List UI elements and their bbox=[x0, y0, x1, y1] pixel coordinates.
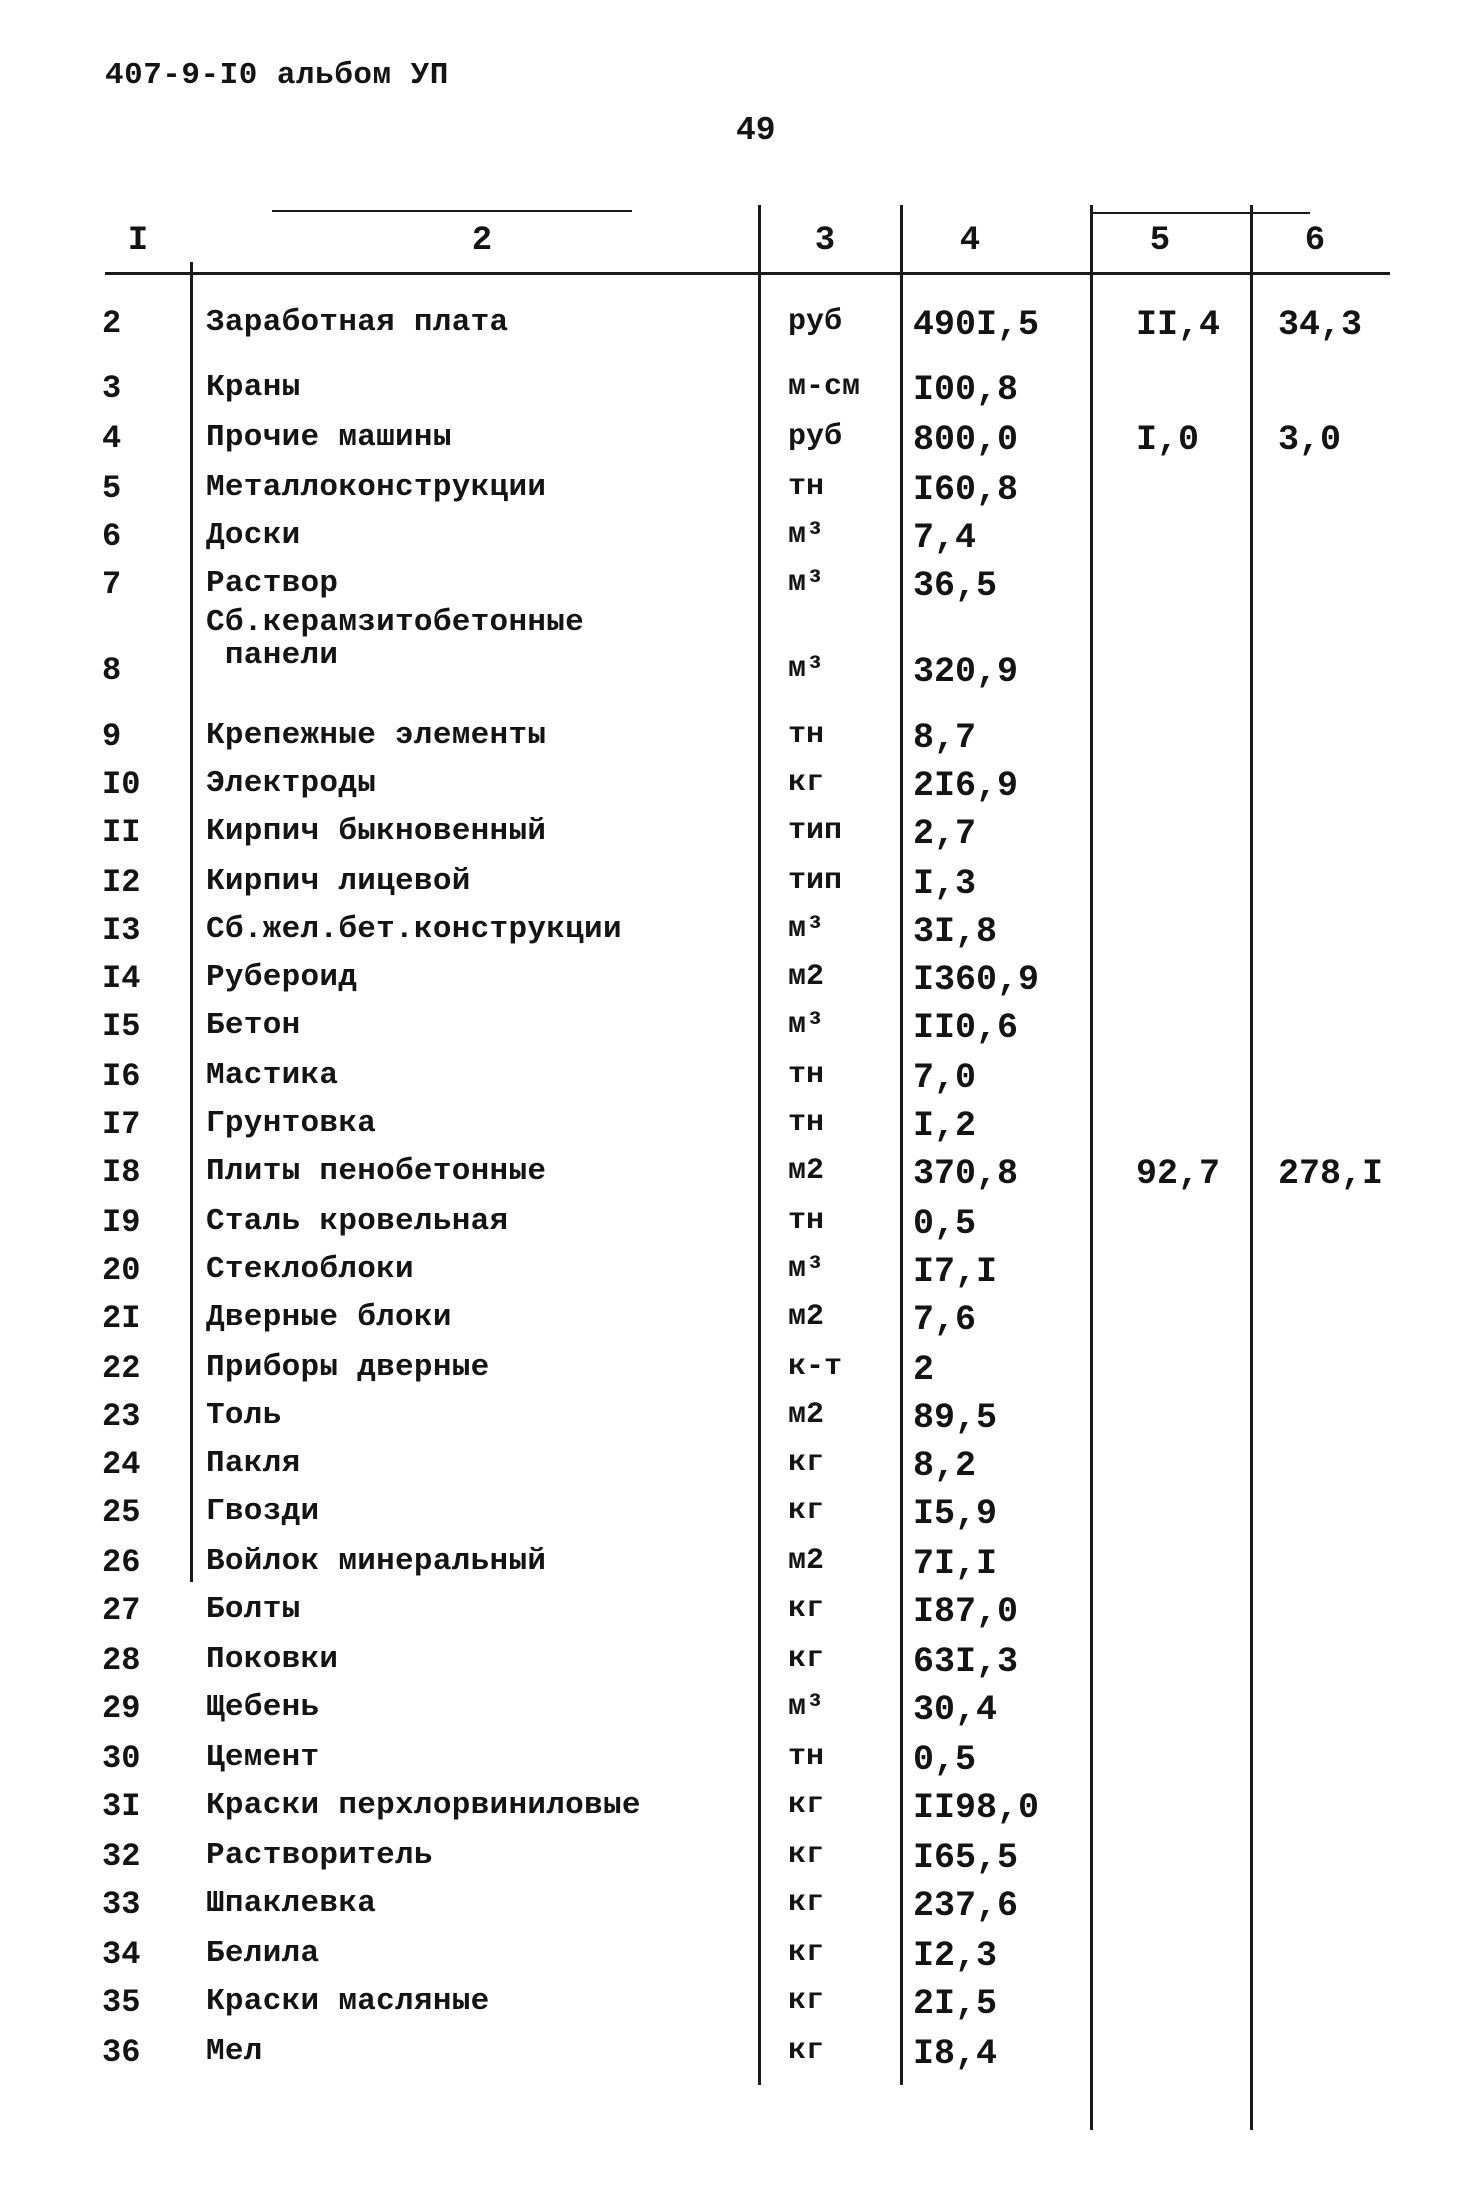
row-unit: кг bbox=[788, 1592, 825, 1626]
row-number: 3I bbox=[102, 1788, 141, 1825]
row-number: 7 bbox=[102, 566, 122, 603]
row-name: Растворитель bbox=[206, 1838, 433, 1873]
row-name: Шпаклевка bbox=[206, 1886, 377, 1921]
row-quantity: 7,0 bbox=[913, 1058, 977, 1098]
row-name: Крепежные элементы bbox=[206, 718, 547, 753]
table-row bbox=[0, 470, 1476, 518]
row-unit: руб bbox=[788, 305, 843, 339]
row-number: 5 bbox=[102, 470, 122, 507]
row-unit: кг bbox=[788, 2034, 825, 2068]
row-col5: 92,7 bbox=[1136, 1154, 1221, 1194]
row-unit: кг bbox=[788, 1788, 825, 1822]
table-row bbox=[0, 2034, 1476, 2082]
row-number: 35 bbox=[102, 1984, 141, 2021]
row-quantity: I360,9 bbox=[913, 960, 1040, 1000]
column-header-5: 5 bbox=[1149, 222, 1171, 260]
table-row bbox=[0, 718, 1476, 766]
row-quantity: 63I,3 bbox=[913, 1642, 1019, 1682]
row-number: I3 bbox=[102, 912, 141, 949]
row-name: Сб.жел.бет.конструкции bbox=[206, 912, 622, 947]
table-row bbox=[0, 305, 1476, 353]
row-col5: II,4 bbox=[1136, 305, 1221, 345]
row-quantity: 8,7 bbox=[913, 718, 977, 758]
row-name: Кирпич быкновенный bbox=[206, 814, 547, 849]
row-unit: тип bbox=[788, 864, 843, 898]
row-quantity: 7,6 bbox=[913, 1300, 977, 1340]
row-quantity: 800,0 bbox=[913, 420, 1019, 460]
table-row bbox=[0, 1838, 1476, 1886]
row-quantity: 2 bbox=[913, 1350, 935, 1390]
table-row bbox=[0, 864, 1476, 912]
row-number: 27 bbox=[102, 1592, 141, 1629]
row-name: Войлок минеральный bbox=[206, 1544, 547, 1579]
row-name: Мастика bbox=[206, 1058, 339, 1093]
row-name: Толь bbox=[206, 1398, 282, 1433]
row-number: 26 bbox=[102, 1544, 141, 1581]
table-row bbox=[0, 1204, 1476, 1252]
row-unit: кг bbox=[788, 766, 825, 800]
row-name: Грунтовка bbox=[206, 1106, 377, 1141]
row-name: Щебень bbox=[206, 1690, 320, 1725]
table-row bbox=[0, 814, 1476, 862]
table-row bbox=[0, 1058, 1476, 1106]
row-number: 32 bbox=[102, 1838, 141, 1875]
row-number: 2 bbox=[102, 305, 122, 342]
table-row bbox=[0, 1690, 1476, 1738]
table-row bbox=[0, 1494, 1476, 1542]
table-row bbox=[0, 1300, 1476, 1348]
row-unit: кг bbox=[788, 1642, 825, 1676]
row-unit: тн bbox=[788, 1106, 825, 1140]
row-unit: руб bbox=[788, 420, 843, 454]
page-number: 49 bbox=[736, 112, 776, 149]
row-name: Прочие машины bbox=[206, 420, 452, 455]
row-unit: тн bbox=[788, 1058, 825, 1092]
table-row bbox=[0, 766, 1476, 814]
row-unit: м³ bbox=[788, 1690, 825, 1724]
row-number: 33 bbox=[102, 1886, 141, 1923]
row-number: 9 bbox=[102, 718, 122, 755]
row-name: Болты bbox=[206, 1592, 301, 1627]
row-name: Рубероид bbox=[206, 960, 358, 995]
row-quantity: II0,6 bbox=[913, 1008, 1019, 1048]
row-number: 8 bbox=[102, 652, 122, 689]
row-name: Плиты пенобетонные bbox=[206, 1154, 547, 1189]
row-quantity: I60,8 bbox=[913, 470, 1019, 510]
row-name: Кирпич лицевой bbox=[206, 864, 471, 899]
row-unit: м2 bbox=[788, 960, 825, 994]
row-unit: м³ bbox=[788, 1252, 825, 1286]
row-number: 23 bbox=[102, 1398, 141, 1435]
table-row bbox=[0, 1544, 1476, 1592]
document-header: 407-9-I0 альбом УП bbox=[105, 58, 449, 93]
row-name: Поковки bbox=[206, 1642, 339, 1677]
row-unit: кг bbox=[788, 1494, 825, 1528]
row-number: 4 bbox=[102, 420, 122, 457]
row-number: 34 bbox=[102, 1936, 141, 1973]
column-header-1: I bbox=[127, 222, 149, 260]
table-row bbox=[0, 518, 1476, 566]
row-number: 6 bbox=[102, 518, 122, 555]
header-top-rule bbox=[272, 210, 632, 212]
table-row bbox=[0, 605, 1476, 692]
row-number: I5 bbox=[102, 1008, 141, 1045]
row-quantity: II98,0 bbox=[913, 1788, 1040, 1828]
row-name: Гвозди bbox=[206, 1494, 320, 1529]
table-row bbox=[0, 960, 1476, 1008]
table-row bbox=[0, 1886, 1476, 1934]
row-col6: 3,0 bbox=[1278, 420, 1342, 460]
table-row bbox=[0, 1350, 1476, 1398]
row-name: Стеклоблоки bbox=[206, 1252, 414, 1287]
row-number: I9 bbox=[102, 1204, 141, 1241]
row-unit: кг bbox=[788, 1984, 825, 2018]
row-quantity: I2,3 bbox=[913, 1936, 998, 1976]
row-name: Краски масляные bbox=[206, 1984, 490, 2019]
table-row bbox=[0, 1154, 1476, 1202]
column-header-2: 2 bbox=[471, 222, 493, 260]
row-name: Приборы дверные bbox=[206, 1350, 490, 1385]
row-quantity: 3I,8 bbox=[913, 912, 998, 952]
row-number: 30 bbox=[102, 1740, 141, 1777]
table-row bbox=[0, 1398, 1476, 1446]
row-name: Заработная плата bbox=[206, 305, 509, 340]
table-row bbox=[0, 1446, 1476, 1494]
table-row bbox=[0, 1008, 1476, 1056]
table-row bbox=[0, 1252, 1476, 1300]
row-quantity: I5,9 bbox=[913, 1494, 998, 1534]
row-quantity: 237,6 bbox=[913, 1886, 1019, 1926]
row-unit: м³ bbox=[788, 652, 825, 686]
row-quantity: 36,5 bbox=[913, 566, 998, 606]
row-name: Электроды bbox=[206, 766, 377, 801]
row-number: II bbox=[102, 814, 141, 851]
table-row bbox=[0, 370, 1476, 418]
row-col6: 278,I bbox=[1278, 1154, 1384, 1194]
row-name: Краски перхлорвиниловые bbox=[206, 1788, 641, 1823]
row-unit: м2 bbox=[788, 1398, 825, 1432]
row-quantity: 89,5 bbox=[913, 1398, 998, 1438]
row-col6: 34,3 bbox=[1278, 305, 1363, 345]
row-name: Раствор bbox=[206, 566, 339, 601]
row-col5: I,0 bbox=[1136, 420, 1200, 460]
row-unit: кг bbox=[788, 1838, 825, 1872]
row-unit: м2 bbox=[788, 1544, 825, 1578]
row-quantity: I8,4 bbox=[913, 2034, 998, 2074]
row-quantity: 0,5 bbox=[913, 1204, 977, 1244]
row-quantity: I87,0 bbox=[913, 1592, 1019, 1632]
row-quantity: 370,8 bbox=[913, 1154, 1019, 1194]
header-top-rule-right bbox=[1090, 212, 1310, 214]
row-number: 3 bbox=[102, 370, 122, 407]
row-unit: тн bbox=[788, 718, 825, 752]
row-number: I4 bbox=[102, 960, 141, 997]
row-number: 25 bbox=[102, 1494, 141, 1531]
column-header-4: 4 bbox=[959, 222, 981, 260]
row-number: 22 bbox=[102, 1350, 141, 1387]
row-unit: кг bbox=[788, 1446, 825, 1480]
table-row bbox=[0, 1106, 1476, 1154]
row-unit: м³ bbox=[788, 518, 825, 552]
row-unit: тип bbox=[788, 814, 843, 848]
row-unit: тн bbox=[788, 1740, 825, 1774]
column-header-6: 6 bbox=[1304, 222, 1326, 260]
row-name: Краны bbox=[206, 370, 301, 405]
row-quantity: 490I,5 bbox=[913, 305, 1040, 345]
row-number: I2 bbox=[102, 864, 141, 901]
column-header-3: 3 bbox=[814, 222, 836, 260]
row-unit: м2 bbox=[788, 1300, 825, 1334]
row-number: 29 bbox=[102, 1690, 141, 1727]
row-unit: тн bbox=[788, 470, 825, 504]
row-quantity: 8,2 bbox=[913, 1446, 977, 1486]
table-row bbox=[0, 420, 1476, 468]
row-unit: кг bbox=[788, 1886, 825, 1920]
table-row bbox=[0, 1642, 1476, 1690]
row-name: Пакля bbox=[206, 1446, 301, 1481]
table-row bbox=[0, 912, 1476, 960]
row-name: Белила bbox=[206, 1936, 320, 1971]
table-row bbox=[0, 1592, 1476, 1640]
row-number: 28 bbox=[102, 1642, 141, 1679]
row-unit: м³ bbox=[788, 912, 825, 946]
row-unit: к-т bbox=[788, 1350, 843, 1384]
row-name: Мел bbox=[206, 2034, 263, 2069]
row-unit: м-см bbox=[788, 370, 861, 404]
row-number: 20 bbox=[102, 1252, 141, 1289]
row-quantity: 0,5 bbox=[913, 1740, 977, 1780]
row-quantity: 7I,I bbox=[913, 1544, 998, 1584]
row-quantity: 30,4 bbox=[913, 1690, 998, 1730]
row-name: Сталь кровельная bbox=[206, 1204, 509, 1239]
row-name: Металлоконструкции bbox=[206, 470, 547, 505]
row-unit: м³ bbox=[788, 566, 825, 600]
row-number: 24 bbox=[102, 1446, 141, 1483]
row-name: Доски bbox=[206, 518, 301, 553]
row-unit: м2 bbox=[788, 1154, 825, 1188]
row-quantity: I,3 bbox=[913, 864, 977, 904]
table-row bbox=[0, 1936, 1476, 1984]
row-quantity: 320,9 bbox=[913, 652, 1019, 692]
row-unit: м³ bbox=[788, 1008, 825, 1042]
row-quantity: I7,I bbox=[913, 1252, 998, 1292]
row-name: Сб.керамзитобетонные панели bbox=[206, 605, 585, 673]
row-number: I0 bbox=[102, 766, 141, 803]
row-quantity: 2I,5 bbox=[913, 1984, 998, 2024]
row-quantity: I65,5 bbox=[913, 1838, 1019, 1878]
table-row bbox=[0, 1740, 1476, 1788]
row-name: Дверные блоки bbox=[206, 1300, 452, 1335]
row-number: I7 bbox=[102, 1106, 141, 1143]
row-name: Цемент bbox=[206, 1740, 320, 1775]
row-quantity: 2I6,9 bbox=[913, 766, 1019, 806]
table-row bbox=[0, 1984, 1476, 2032]
row-number: 36 bbox=[102, 2034, 141, 2071]
row-number: 2I bbox=[102, 1300, 141, 1337]
row-quantity: I00,8 bbox=[913, 370, 1019, 410]
row-quantity: 2,7 bbox=[913, 814, 977, 854]
row-number: I8 bbox=[102, 1154, 141, 1191]
table-row bbox=[0, 1788, 1476, 1836]
row-quantity: I,2 bbox=[913, 1106, 977, 1146]
row-quantity: 7,4 bbox=[913, 518, 977, 558]
row-unit: кг bbox=[788, 1936, 825, 1970]
row-unit: тн bbox=[788, 1204, 825, 1238]
row-name: Бетон bbox=[206, 1008, 301, 1043]
row-number: I6 bbox=[102, 1058, 141, 1095]
header-bottom-rule bbox=[105, 272, 1390, 275]
